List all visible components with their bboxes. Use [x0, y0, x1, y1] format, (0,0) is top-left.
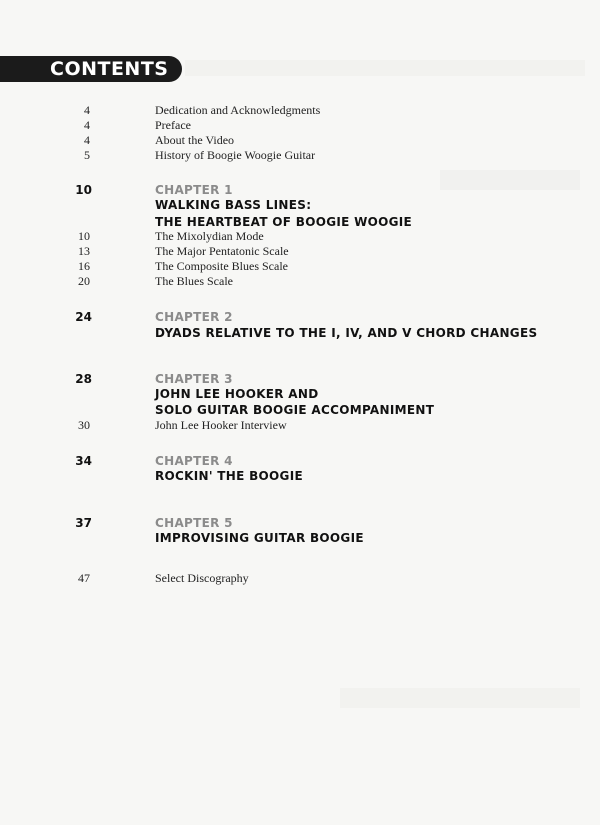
chapter-title: THE HEARTBEAT OF BOOGIE WOOGIE — [155, 215, 413, 229]
chapter-page-number: 10 — [75, 183, 92, 197]
chapter-label: CHAPTER 3 — [155, 372, 233, 386]
toc-title: The Blues Scale — [155, 274, 233, 288]
toc-title: History of Boogie Woogie Guitar — [155, 148, 316, 162]
toc-page-number: 4 — [84, 103, 90, 117]
toc-title: Preface — [155, 118, 191, 132]
toc-title: Dedication and Acknowledgments — [155, 103, 321, 117]
toc-page-number: 30 — [78, 418, 90, 432]
chapter-title: ROCKIN' THE BOOGIE — [155, 469, 303, 483]
show-through-heading — [185, 60, 585, 76]
toc-title: The Composite Blues Scale — [155, 259, 288, 273]
chapter-title: IMPROVISING GUITAR BOOGIE — [155, 531, 364, 545]
chapter-label: CHAPTER 4 — [155, 454, 233, 468]
toc-page-number: 13 — [78, 244, 90, 258]
chapter-title: SOLO GUITAR BOOGIE ACCOMPANIMENT — [155, 403, 435, 417]
toc-page-number: 4 — [84, 118, 90, 132]
toc-page-number: 10 — [78, 229, 90, 243]
contents-banner — [0, 56, 182, 82]
toc-title: The Major Pentatonic Scale — [155, 244, 289, 258]
chapter-label: CHAPTER 5 — [155, 516, 233, 530]
chapter-title: JOHN LEE HOOKER AND — [155, 387, 319, 401]
toc-title: John Lee Hooker Interview — [155, 418, 287, 432]
chapter-title: WALKING BASS LINES: — [155, 198, 312, 212]
show-through-heading — [340, 688, 580, 708]
toc-page-number: 4 — [84, 133, 90, 147]
toc-title: About the Video — [155, 133, 235, 147]
chapter-label: CHAPTER 1 — [155, 183, 233, 197]
toc-page-number: 20 — [78, 274, 90, 288]
toc-title: Select Discography — [155, 571, 249, 585]
show-through-heading — [440, 170, 580, 190]
page-title: CONTENTS — [50, 58, 169, 80]
toc-page-number: 16 — [78, 259, 90, 273]
chapter-title: DYADS RELATIVE TO THE I, IV, AND V CHORD CHANGES — [155, 326, 538, 340]
chapter-page-number: 37 — [75, 516, 92, 530]
chapter-page-number: 28 — [75, 372, 92, 386]
chapter-page-number: 34 — [75, 454, 92, 468]
toc-title: The Mixolydian Mode — [155, 229, 264, 243]
chapter-page-number: 24 — [75, 310, 92, 324]
toc-page-number: 5 — [84, 148, 90, 162]
toc-page-number: 47 — [78, 571, 90, 585]
chapter-label: CHAPTER 2 — [155, 310, 233, 324]
